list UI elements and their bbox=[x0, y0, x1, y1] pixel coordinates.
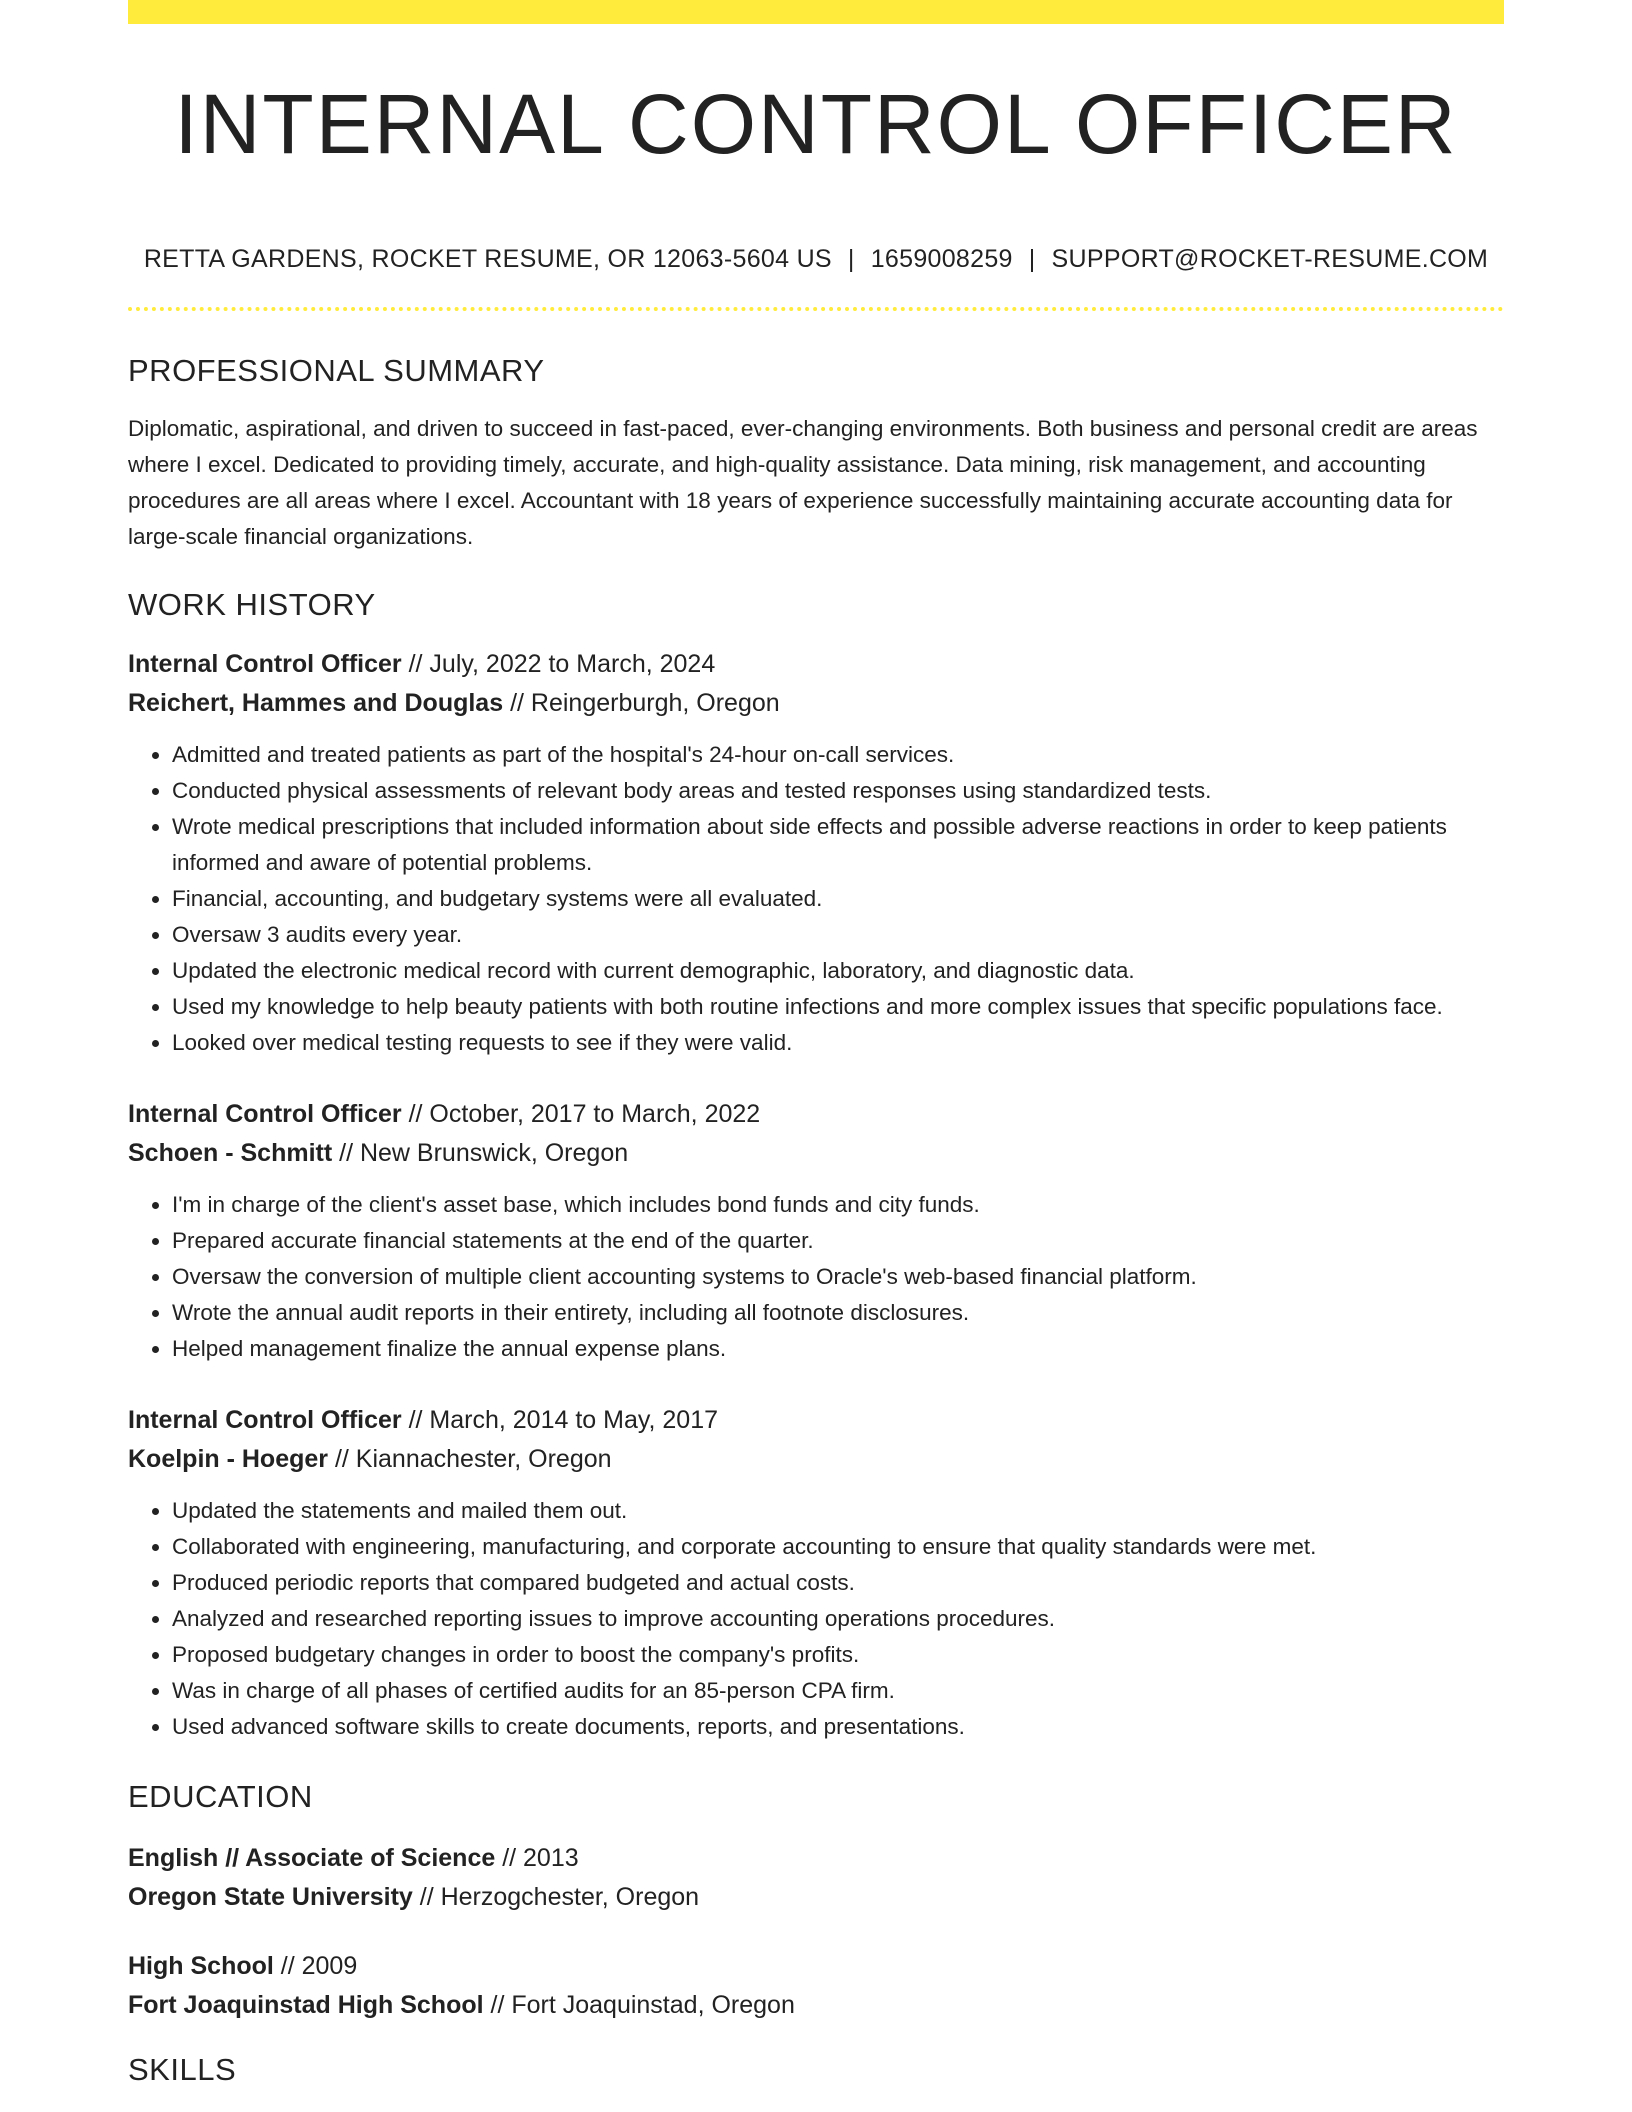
job-bullet: • Looked over medical testing requests to see if they were valid. bbox=[172, 1025, 1504, 1061]
job-bullet: • Helped management finalize the annual expense plans. bbox=[172, 1331, 1504, 1367]
contact-phone: 1659008259 bbox=[870, 245, 1013, 273]
job-dates: // July, 2022 to March, 2024 bbox=[401, 650, 716, 678]
job-role: Internal Control Officer bbox=[128, 1100, 402, 1128]
job-bullet: • Oversaw the conversion of multiple client accounting systems to Oracle's web-based financial platform. bbox=[172, 1259, 1504, 1295]
job-location: // Kiannachester, Oregon bbox=[328, 1444, 612, 1473]
job-entry bbox=[128, 1401, 1504, 1745]
job-company: Schoen - Schmitt bbox=[128, 1138, 333, 1167]
job-dates: // March, 2014 to May, 2017 bbox=[401, 1406, 719, 1434]
section-title-summary: PROFESSIONAL SUMMARY bbox=[128, 353, 545, 388]
job-bullet: • Was in charge of all phases of certified audits for an 85-person CPA firm. bbox=[172, 1673, 1504, 1709]
job-bullet: • Analyzed and researched reporting issues to improve accounting operations procedures. bbox=[172, 1601, 1504, 1637]
contact-separator: | bbox=[847, 245, 855, 273]
resume-page bbox=[128, 0, 1504, 2088]
contact-address: RETTA GARDENS, ROCKET RESUME, OR 12063-5604 US bbox=[143, 245, 832, 273]
job-bullet: • Conducted physical assessments of relevant body areas and tested responses using standardized tests. bbox=[172, 773, 1504, 809]
job-company: Koelpin - Hoeger bbox=[128, 1444, 329, 1473]
education-school-line bbox=[128, 1878, 1504, 1917]
job-bullet: • Financial, accounting, and budgetary systems were all evaluated. bbox=[172, 881, 1504, 917]
job-role-line bbox=[128, 1095, 1504, 1134]
job-bullets bbox=[128, 737, 1504, 1061]
job-bullet: • Used my knowledge to help beauty patients with both routine infections and more complex issues that specific populations face. bbox=[172, 989, 1504, 1025]
education-degree: English // Associate of Science bbox=[128, 1844, 496, 1872]
education-degree: High School bbox=[128, 1952, 274, 1980]
education-location: // Herzogchester, Oregon bbox=[412, 1882, 700, 1911]
section-title-education: EDUCATION bbox=[128, 1779, 313, 1814]
education-degree-line bbox=[128, 1839, 1504, 1878]
job-entry bbox=[128, 645, 1504, 1061]
education-school: Fort Joaquinstad High School bbox=[128, 1990, 484, 2019]
education-school-line bbox=[128, 1986, 1504, 2025]
job-bullet: • Oversaw 3 audits every year. bbox=[172, 917, 1504, 953]
job-role: Internal Control Officer bbox=[128, 1406, 402, 1434]
job-bullet: • Produced periodic reports that compared budgeted and actual costs. bbox=[172, 1565, 1504, 1601]
job-bullet: • Updated the statements and mailed them out. bbox=[172, 1493, 1504, 1529]
job-bullet: • Used advanced software skills to create documents, reports, and presentations. bbox=[172, 1709, 1504, 1745]
job-role-line bbox=[128, 1401, 1504, 1440]
education-location: // Fort Joaquinstad, Oregon bbox=[483, 1990, 795, 2019]
job-entry bbox=[128, 1095, 1504, 1367]
job-location: // Reingerburgh, Oregon bbox=[503, 688, 780, 717]
job-location: // New Brunswick, Oregon bbox=[332, 1138, 629, 1167]
contact-email: SUPPORT@ROCKET-RESUME.COM bbox=[1051, 245, 1489, 273]
contact-separator: | bbox=[1028, 245, 1036, 273]
accent-top-bar bbox=[128, 0, 1504, 24]
dotted-divider bbox=[128, 307, 1504, 311]
education-entry bbox=[128, 1839, 1504, 1916]
summary-text: Diplomatic, aspirational, and driven to succeed in fast-paced, ever-changing environments. Both business and personal credit are areas where I excel. Dedicated to providing timely, accurate, and high-quality assistance. Data mining, risk management, and accounting procedures are all areas where I excel. Accountant with 18 years of experience successfully maintaining accurate accounting data for large-scale financial organizations. bbox=[128, 416, 1478, 549]
job-dates: // October, 2017 to March, 2022 bbox=[401, 1100, 761, 1128]
job-company: Reichert, Hammes and Douglas bbox=[128, 688, 504, 717]
contact-line bbox=[128, 244, 1504, 274]
job-bullet: • Wrote medical prescriptions that included information about side effects and possible adverse reactions in order to keep patients informed and aware of potential problems. bbox=[172, 809, 1504, 881]
job-company-line bbox=[128, 1134, 1504, 1173]
job-bullet: • I'm in charge of the client's asset base, which includes bond funds and city funds. bbox=[172, 1187, 1504, 1223]
job-company-line bbox=[128, 684, 1504, 723]
education-year: // 2013 bbox=[495, 1844, 579, 1872]
job-bullet: • Wrote the annual audit reports in their entirety, including all footnote disclosures. bbox=[172, 1295, 1504, 1331]
education-school: Oregon State University bbox=[128, 1882, 413, 1911]
job-bullet: • Admitted and treated patients as part of the hospital's 24-hour on-call services. bbox=[172, 737, 1504, 773]
job-bullets bbox=[128, 1493, 1504, 1745]
job-bullets bbox=[128, 1187, 1504, 1367]
job-bullet: • Prepared accurate financial statements at the end of the quarter. bbox=[172, 1223, 1504, 1259]
education-degree-line bbox=[128, 1947, 1504, 1986]
job-role-line bbox=[128, 645, 1504, 684]
job-company-line bbox=[128, 1440, 1504, 1479]
job-role: Internal Control Officer bbox=[128, 650, 402, 678]
resume-title: INTERNAL CONTROL OFFICER bbox=[174, 77, 1458, 171]
education-year: // 2009 bbox=[273, 1952, 358, 1980]
section-title-work-history: WORK HISTORY bbox=[128, 587, 376, 622]
section-title-skills: SKILLS bbox=[128, 2052, 237, 2087]
job-bullet: • Updated the electronic medical record with current demographic, laboratory, and diagnostic data. bbox=[172, 953, 1504, 989]
job-bullet: • Proposed budgetary changes in order to boost the company's profits. bbox=[172, 1637, 1504, 1673]
job-bullet: • Collaborated with engineering, manufacturing, and corporate accounting to ensure that quality standards were met. bbox=[172, 1529, 1504, 1565]
education-entry bbox=[128, 1947, 1504, 2024]
